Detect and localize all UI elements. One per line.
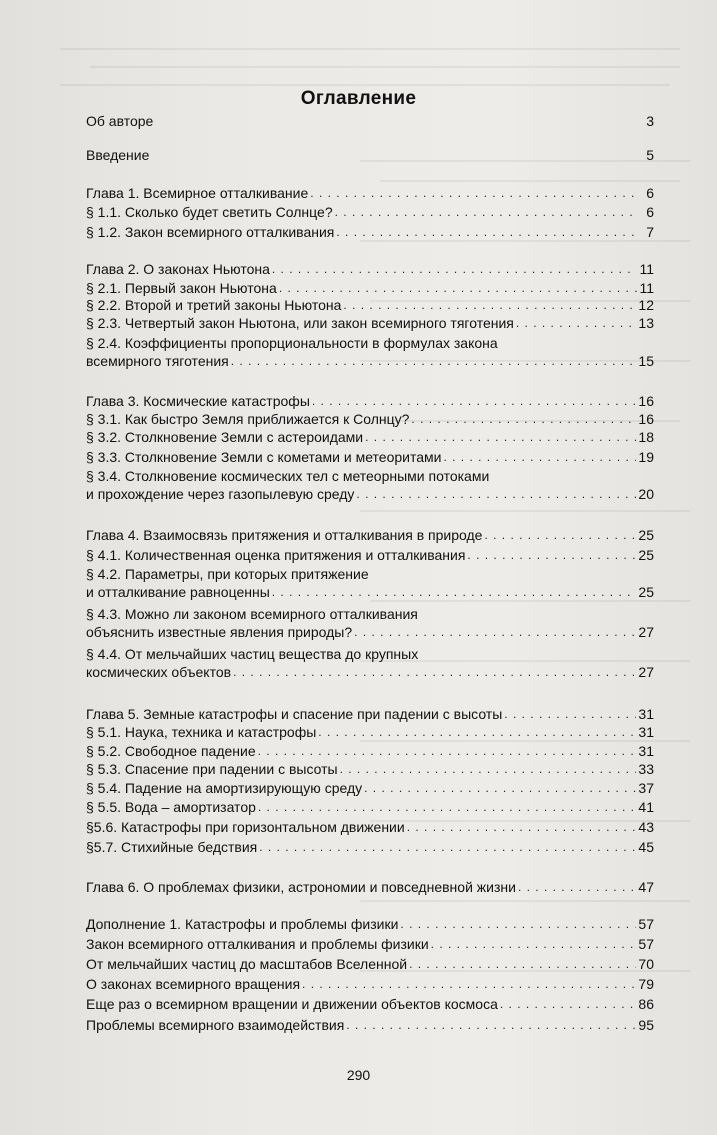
toc-entry-page: 45: [638, 839, 654, 855]
toc-entry: [86, 279, 654, 297]
toc-entry-title-line1: § 4.3. Можно ли законом всемирного отталкивания: [86, 606, 418, 622]
toc-leader-dots: [400, 915, 636, 933]
toc-entry: [86, 203, 654, 221]
toc-entry-title: § 5.1. Наука, техника и катастрофы: [86, 724, 317, 740]
toc-entry-title-line1: § 4.4. От мельчайших частиц вещества до крупных: [86, 646, 419, 662]
toc-entry-page: 43: [638, 819, 654, 835]
toc-entry-title: § 5.3. Спасение при падении с высоты: [86, 761, 338, 777]
toc-entry: [86, 705, 654, 723]
toc-leader-dots: [310, 184, 638, 202]
toc-entry-page: 57: [638, 936, 654, 952]
toc-entry-title: Глава 5. Земные катастрофы и спасение при падении с высоты: [86, 706, 503, 722]
toc-leader-dots: [500, 995, 637, 1013]
toc-entry-title: § 2.2. Второй и третий законы Ньютона: [86, 297, 342, 313]
toc-leader-dots: [233, 663, 636, 681]
toc-entry-page: 31: [638, 724, 654, 740]
toc-entry: [86, 223, 654, 241]
toc-leader-dots: [259, 838, 636, 856]
toc-leader-dots: [279, 279, 638, 297]
toc-leader-dots: [411, 410, 636, 428]
toc-entry: [86, 742, 654, 760]
toc-entry-title: § 5.5. Вода – амортизатор: [86, 799, 256, 815]
page-number: 290: [346, 1067, 371, 1083]
toc-entry-page: 57: [638, 916, 654, 932]
toc-entry-page: 5: [646, 147, 654, 163]
toc-leader-dots: [354, 623, 636, 641]
toc-entry-page: 47: [638, 879, 654, 895]
toc-entry-title-line1: § 4.2. Параметры, при которых притяжение: [86, 566, 369, 582]
toc-entry: [86, 975, 654, 993]
toc-entry-page: 19: [638, 449, 654, 465]
toc-entry-page: 18: [638, 429, 654, 445]
toc-entry-title: § 5.2. Свободное падение: [86, 743, 256, 759]
toc-entry-title: § 1.2. Закон всемирного отталкивания: [86, 224, 335, 240]
toc-entry: [86, 448, 654, 466]
toc-leader-dots: [336, 223, 638, 241]
toc-leader-dots: [365, 428, 636, 446]
toc-entry-page: 16: [638, 393, 654, 409]
toc-entry-title: §5.6. Катастрофы при горизонтальном движении: [86, 819, 405, 835]
toc-entry-title: § 1.1. Сколько будет светить Солнце?: [86, 204, 333, 220]
toc-leader-dots: [258, 742, 637, 760]
toc-entry-title: § 3.2. Столкновение Земли с астероидами: [86, 429, 364, 445]
toc-entry-title-line1: § 2.4. Коэффициенты пропорциональности в формулах закона: [86, 335, 498, 351]
toc-entry-page: 6: [646, 204, 654, 220]
toc-leader-dots: [318, 723, 636, 741]
toc-leader-dots: [302, 975, 636, 993]
toc-entry-title: Закон всемирного отталкивания и проблемы физики: [86, 936, 429, 952]
toc-entry-page: 41: [638, 799, 654, 815]
toc-entry-page: 11: [639, 280, 654, 296]
toc-entry: [86, 838, 654, 856]
toc-entry-title: О законах всемирного вращения: [86, 976, 301, 992]
toc-leader-dots: [484, 526, 636, 544]
toc-entry-page: 70: [638, 956, 654, 972]
toc-entry-title: § 4.1. Количественная оценка притяжения и отталкивания: [86, 547, 466, 563]
toc-entry-title: §5.7. Стихийные бедствия: [86, 839, 258, 855]
toc-entry: [86, 146, 654, 164]
toc-leader-dots: [518, 878, 636, 896]
toc-entry: [86, 112, 654, 130]
toc-entry-title: Еще раз о всемирном вращении и движении объектов космоса: [86, 996, 498, 1012]
toc-entry-page: 25: [638, 527, 654, 543]
toc-entry: [86, 798, 654, 816]
toc-leader-dots: [467, 546, 636, 564]
toc-entry: [86, 296, 654, 314]
toc-leader-dots: [409, 955, 636, 973]
toc-heading: Оглавление: [300, 88, 417, 109]
toc-entry-title: Дополнение 1. Катастрофы и проблемы физики: [86, 916, 399, 932]
toc-entry-title: § 3.3. Столкновение Земли с кометами и метеоритами: [86, 449, 442, 465]
toc-entry-page: 27: [638, 664, 654, 680]
toc-leader-dots: [407, 818, 637, 836]
toc-entry-title-line2: космических объектов: [86, 664, 232, 680]
toc-entry-page: 79: [638, 976, 654, 992]
toc-entry-page: 7: [646, 224, 654, 240]
toc-leader-dots: [516, 314, 637, 332]
toc-entry: [86, 1016, 654, 1034]
toc-entry: [86, 526, 654, 544]
toc-entry-title: Глава 6. О проблемах физики, астрономии и повседневной жизни: [86, 879, 516, 895]
toc-entry: [86, 995, 654, 1013]
toc-leader-dots: [431, 935, 637, 953]
toc-entry: [86, 546, 654, 564]
toc-entry-page: 6: [646, 185, 654, 201]
toc-leader-dots: [364, 779, 636, 797]
toc-entry-title: Введение: [86, 147, 150, 163]
toc-entry-title: Глава 4. Взаимосвязь притяжения и отталкивания в природе: [86, 527, 483, 543]
toc-entry: [86, 723, 654, 741]
toc-entry-page: 20: [638, 486, 654, 502]
toc-entry-page: 31: [638, 743, 654, 759]
toc-entry-title: § 2.1. Первый закон Ньютона: [86, 280, 277, 296]
toc-entry: [86, 645, 654, 681]
toc-leader-dots: [504, 705, 636, 723]
toc-entry-title: Проблемы всемирного взаимодействия: [86, 1017, 345, 1033]
toc-entry: [86, 955, 654, 973]
toc-entry: [86, 260, 654, 278]
toc-leader-dots: [346, 1016, 636, 1034]
toc-entry: [86, 467, 654, 503]
toc-leader-dots: [343, 296, 636, 314]
toc-entry-page: 13: [638, 315, 654, 331]
toc-entry: [86, 779, 654, 797]
toc-entry: [86, 565, 654, 601]
toc-entry: [86, 392, 654, 410]
toc-entry-page: 31: [638, 706, 654, 722]
toc-leader-dots: [231, 352, 637, 370]
toc-entry-title: Глава 1. Всемирное отталкивание: [86, 185, 309, 201]
toc-entry-page: 33: [638, 761, 654, 777]
toc-entry: [86, 334, 654, 370]
toc-entry-title-line1: § 3.4. Столкновение космических тел с метеорными потоками: [86, 468, 490, 484]
toc-entry-page: 25: [638, 547, 654, 563]
toc-leader-dots: [312, 392, 637, 410]
toc-entry: [86, 935, 654, 953]
toc-leader-dots: [340, 760, 637, 778]
toc-leader-dots: [356, 485, 636, 503]
toc-entry: [86, 915, 654, 933]
toc-entry-page: 27: [638, 624, 654, 640]
toc-entry: [86, 818, 654, 836]
toc-entry-page: 15: [638, 353, 654, 369]
toc-entry-title: От мельчайших частиц до масштабов Вселенной: [86, 956, 408, 972]
toc-entry: [86, 184, 654, 202]
toc-entry: [86, 314, 654, 332]
toc-entry-page: 25: [638, 584, 654, 600]
toc-entry: [86, 410, 654, 428]
toc-entry-page: 11: [639, 261, 654, 277]
toc-entry-page: 86: [638, 996, 654, 1012]
toc-entry-page: 95: [638, 1017, 654, 1033]
toc-entry-page: 37: [638, 780, 654, 796]
toc-entry: [86, 605, 654, 641]
toc-leader-dots: [335, 203, 638, 221]
toc-entry-page: 3: [646, 113, 654, 129]
toc-entry: [86, 760, 654, 778]
toc-entry-title: § 3.1. Как быстро Земля приближается к Солнцу?: [86, 411, 410, 427]
toc-leader-dots: [443, 448, 636, 466]
toc-entry-title: Глава 2. О законах Ньютона: [86, 261, 270, 277]
toc-entry-title-line2: объяснить известные явления природы?: [86, 624, 353, 640]
toc-entry-title-line2: и прохождение через газопылевую среду: [86, 486, 355, 502]
toc-entry: [86, 878, 654, 896]
toc-entry-page: 12: [638, 297, 654, 313]
toc-leader-dots: [272, 260, 638, 278]
toc-entry-title: Глава 3. Космические катастрофы: [86, 393, 310, 409]
toc-leader-dots: [258, 798, 637, 816]
toc-entry-title: § 5.4. Падение на амортизирующую среду: [86, 780, 363, 796]
toc-leader-dots: [272, 583, 637, 601]
toc-entry-title-line2: всемирного тяготения: [86, 353, 229, 369]
toc-entry-title: Об авторе: [86, 113, 154, 129]
toc-entry-title-line2: и отталкивание равноценны: [86, 584, 270, 600]
toc-entry-title: § 2.3. Четвертый закон Ньютона, или закон всемирного тяготения: [86, 315, 514, 331]
toc-entry-page: 16: [638, 411, 654, 427]
toc-entry: [86, 428, 654, 446]
